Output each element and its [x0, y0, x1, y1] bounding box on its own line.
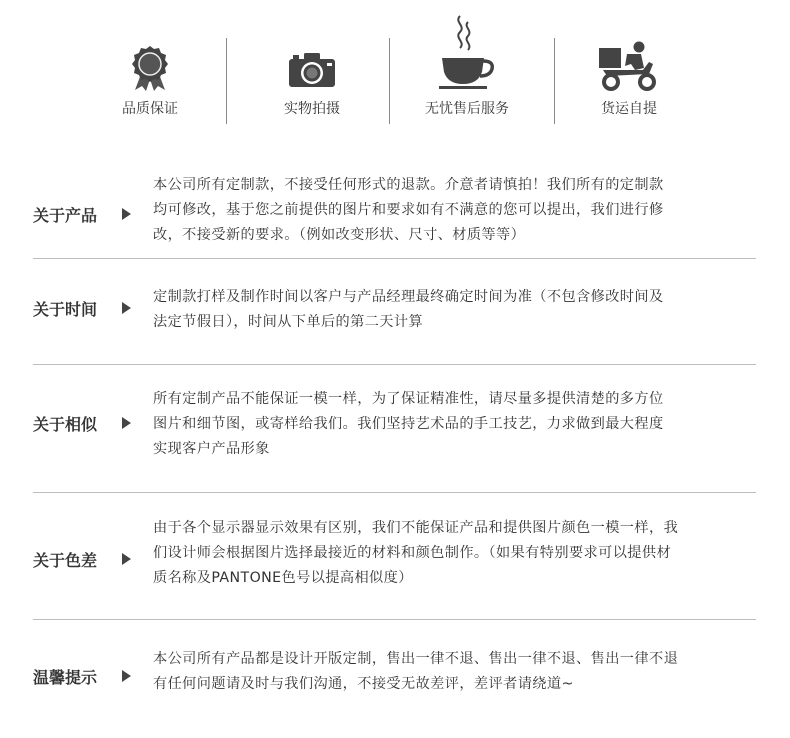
triangle-right-icon: [122, 553, 131, 565]
section-body: [153, 387, 758, 462]
body-line: 法定节假日），时间从下单后的第二天计算: [153, 314, 424, 330]
triangle-right-icon: [122, 417, 131, 429]
body-line: 定制款打样及制作时间以客户与产品经理最终确定时间为准（不包含修改时间及: [153, 289, 664, 305]
section-similarity: [33, 384, 756, 466]
features-bar: [0, 0, 790, 140]
section-title: 关于色差: [33, 551, 98, 570]
triangle-right-icon: [122, 670, 131, 682]
section-title: 温馨提示: [33, 668, 98, 687]
body-line: 均可修改，基于您之前提供的图片和要求如有不满意的您可以提出，我们进行修: [153, 202, 664, 218]
camera-icon: [288, 52, 336, 88]
feature-label: 品质保证: [122, 101, 178, 117]
feature-label: 无忧售后服务: [425, 101, 509, 117]
body-line: 实现客户产品形象: [153, 441, 270, 457]
section-product: [33, 170, 756, 252]
section-body: [153, 173, 758, 248]
body-line: 本公司所有产品都是设计开版定制，售出一律不退、售出一律不退、售出一律不退: [153, 651, 679, 667]
feature-photo: [262, 0, 362, 140]
feature-label: 货运自提: [601, 101, 657, 117]
section-divider: [33, 492, 756, 493]
feature-quality: [100, 0, 200, 140]
section-time: [33, 280, 756, 340]
section-color: [33, 513, 756, 595]
feature-aftersales: [412, 0, 522, 140]
feature-label: 实物拍摄: [284, 101, 340, 117]
delivery-scooter-icon: [597, 40, 661, 92]
body-line: 有任何问题请及时与我们沟通，不接受无故差评，差评者请绕道~: [153, 676, 574, 692]
feature-pickup: [579, 0, 679, 140]
award-badge-icon: [127, 44, 173, 92]
body-line: 图片和细节图，或寄样给我们。我们坚持艺术品的手工技艺，力求做到最大程度: [153, 416, 664, 432]
section-title: 关于时间: [33, 300, 98, 319]
section-body: [153, 285, 758, 335]
divider: [554, 38, 555, 124]
section-divider: [33, 258, 756, 259]
body-line: 质名称及PANTONE色号以提高相似度）: [153, 570, 413, 586]
section-divider: [33, 619, 756, 620]
body-line: 们设计师会根据图片选择最接近的材料和颜色制作。（如果有特别要求可以提供材: [153, 545, 672, 561]
triangle-right-icon: [122, 208, 131, 220]
section-tips: [33, 645, 756, 705]
triangle-right-icon: [122, 302, 131, 314]
body-line: 本公司所有定制款，不接受任何形式的退款。介意者请慎拍！我们所有的定制款: [153, 177, 664, 193]
body-line: 所有定制产品不能保证一模一样，为了保证精准性，请尽量多提供清楚的多方位: [153, 391, 664, 407]
section-body: [153, 647, 758, 697]
body-line: 改，不接受新的要求。（例如改变形状、尺寸、材质等等）: [153, 227, 526, 243]
section-title: 关于产品: [33, 206, 98, 225]
section-title: 关于相似: [33, 415, 98, 434]
divider: [389, 38, 390, 124]
section-divider: [33, 364, 756, 365]
body-line: 由于各个显示器显示效果有区别，我们不能保证产品和提供图片颜色一模一样，我: [153, 520, 679, 536]
section-body: [153, 516, 758, 591]
coffee-cup-icon: [438, 14, 496, 92]
divider: [226, 38, 227, 124]
